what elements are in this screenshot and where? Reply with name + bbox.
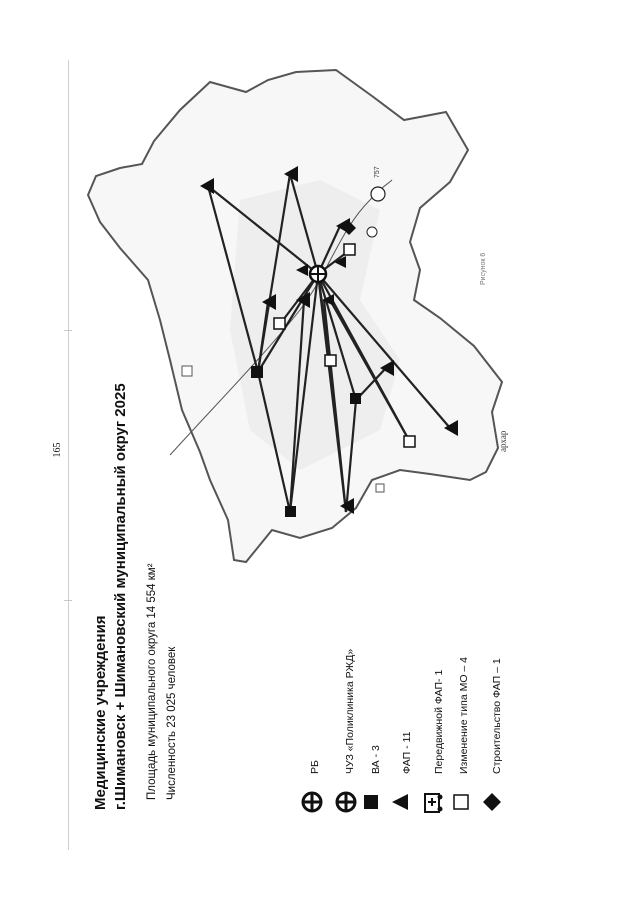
- va-marker: [350, 393, 361, 404]
- legend-label-type-change: Изменение типа МО – 4: [458, 656, 470, 774]
- title-line-2: г.Шимановск + Шимановский муниципальный округ 2025: [112, 383, 129, 810]
- archive-label: архар: [498, 430, 508, 452]
- legend-label-rb: РБ: [309, 760, 321, 774]
- type-change-marker: [325, 355, 336, 366]
- road-marker-icon: [371, 187, 385, 201]
- va-marker: [251, 366, 263, 378]
- type-change-marker: [404, 436, 415, 447]
- figure-caption: Рисунок 6: [480, 252, 487, 285]
- legend-label-fap: ФАП - 11: [401, 731, 413, 774]
- type-change-marker: [274, 318, 285, 329]
- road-number-label: 757: [374, 166, 381, 178]
- legend-label-va: ВА - 3: [370, 745, 382, 774]
- population-info: Численность 23 025 человек: [166, 646, 178, 800]
- rb-marker: [310, 266, 326, 282]
- title-line-1: Медицинские учреждения: [92, 615, 109, 810]
- type-change-marker: [344, 244, 355, 255]
- road-marker-icon: [367, 227, 377, 237]
- va-marker: [285, 506, 296, 517]
- page-number: 165: [52, 442, 63, 458]
- legend-label-mobile-fap: Передвижной ФАП- 1: [433, 669, 445, 774]
- legend-label-construction: Строительство ФАП – 1: [491, 658, 503, 774]
- scale-box: [376, 484, 384, 492]
- area-info: Площадь муниципального округа 14 554 км²: [146, 563, 158, 800]
- scale-box: [182, 366, 192, 376]
- legend-label-rzhd: ЧУЗ «Поликлиника РЖД»: [344, 648, 356, 774]
